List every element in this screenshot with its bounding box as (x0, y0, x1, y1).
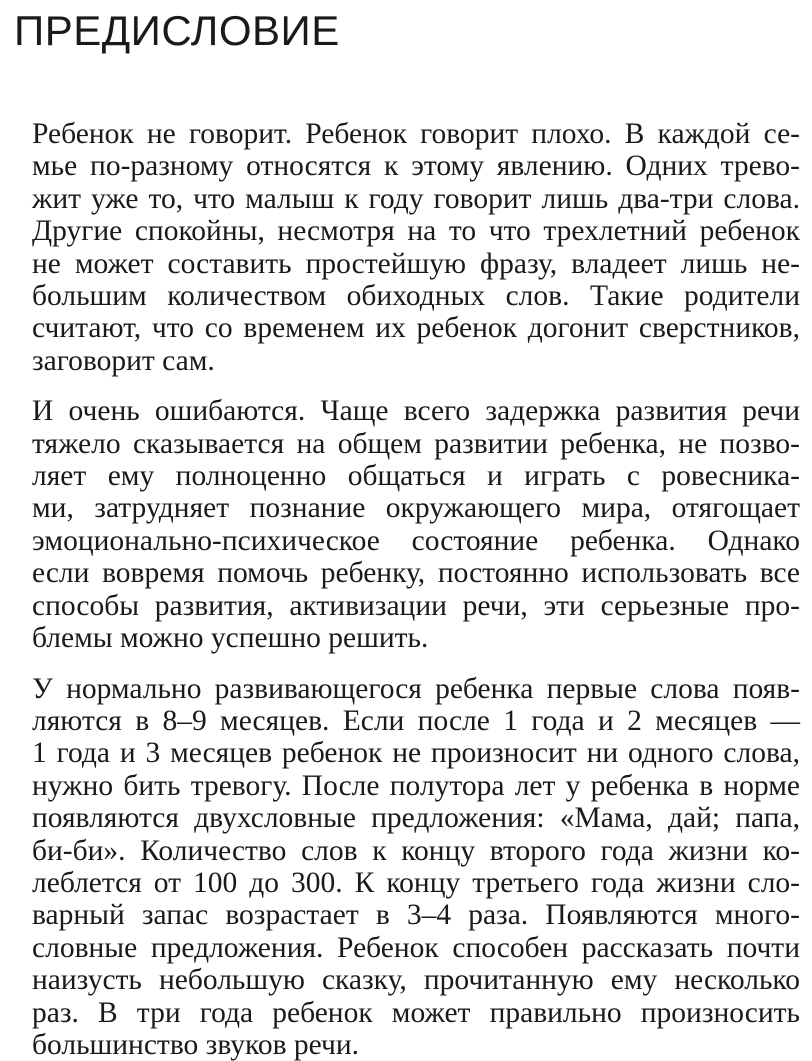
body-text (32, 118, 800, 1061)
chapter-title: ПРЕДИСЛОВИЕ (14, 6, 340, 56)
text-line: блемы можно успешно решить. (32, 622, 800, 654)
text-line: би-би». Количество слов к концу второго года жизни ко- (32, 835, 800, 867)
text-line: ми, затрудняет познание окружающего мира, отягощает (32, 492, 800, 524)
paragraph-2 (32, 395, 800, 654)
text-line: раз. В три года ребенок может правильно произносить (32, 997, 800, 1029)
text-line: нужно бить тревогу. После полутора лет у ребенка в норме (32, 770, 800, 802)
text-line: наизусть небольшую сказку, прочитанную ему несколько (32, 964, 800, 996)
text-line: У нормально развивающегося ребенка первые слова появ- (32, 673, 800, 705)
text-line: не может составить простейшую фразу, владеет лишь не- (32, 248, 800, 280)
text-line: Ребенок не говорит. Ребенок говорит плохо. В каждой се- (32, 118, 800, 150)
text-line: варный запас возрастает в 3–4 раза. Появляются много- (32, 899, 800, 931)
text-line: считают, что со временем их ребенок догонит сверстников, (32, 312, 800, 344)
text-line: мье по-разному относятся к этому явлению. Одних трево- (32, 150, 800, 182)
text-line: Другие спокойны, несмотря на то что трехлетний ребенок (32, 215, 800, 247)
text-line: тяжело сказывается на общем развитии ребенка, не позво- (32, 428, 800, 460)
text-line: ляет ему полноценно общаться и играть с ровесника- (32, 460, 800, 492)
text-line: жит уже то, что малыш к году говорит лишь два-три слова. (32, 183, 800, 215)
text-line: заговорит сам. (32, 345, 800, 377)
text-line: ляются в 8–9 месяцев. Если после 1 года и 2 месяцев — (32, 705, 800, 737)
text-line: способы развития, активизации речи, эти серьезные про- (32, 590, 800, 622)
text-line: И очень ошибаются. Чаще всего задержка развития речи (32, 395, 800, 427)
text-line: большинство звуков речи. (32, 1029, 800, 1061)
text-line: 1 года и 3 месяцев ребенок не произносит ни одного слова, (32, 737, 800, 769)
text-line: если вовремя помочь ребенку, постоянно использовать все (32, 557, 800, 589)
text-line: словные предложения. Ребенок способен рассказать почти (32, 932, 800, 964)
text-line: эмоционально-психическое состояние ребенка. Однако (32, 525, 800, 557)
text-line: леблется от 100 до 300. К концу третьего года жизни сло- (32, 867, 800, 899)
text-line: появляются двухсловные предложения: «Мама, дай; папа, (32, 802, 800, 834)
paragraph-3 (32, 673, 800, 1061)
text-line: большим количеством обиходных слов. Такие родители (32, 280, 800, 312)
paragraph-1 (32, 118, 800, 377)
